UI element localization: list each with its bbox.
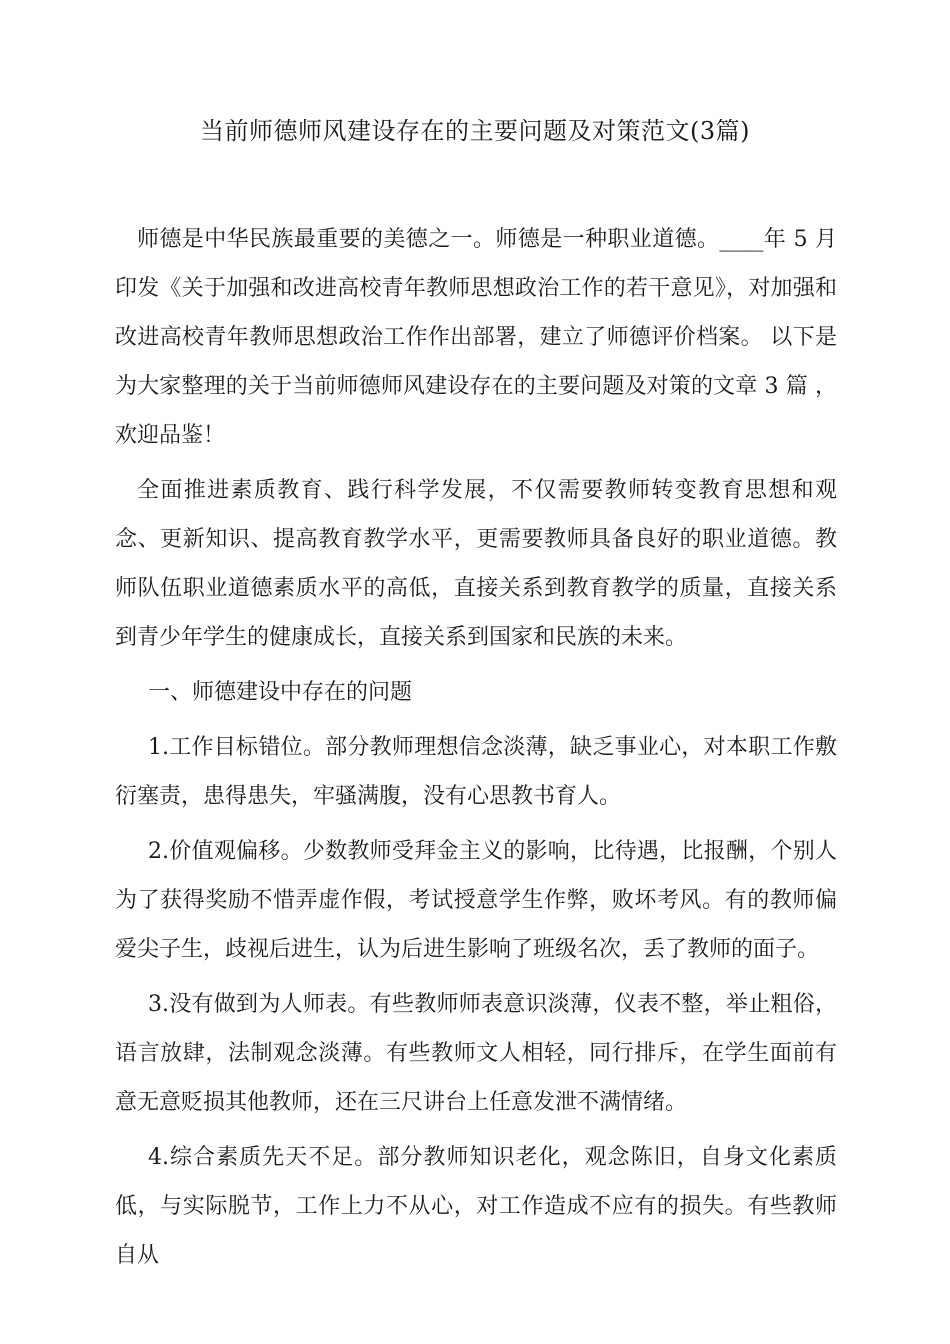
problem-item-2: 2.价值观偏移。少数教师受拜金主义的影响，比待遇，比报酬，个别人为了获得奖励不惜弄虚作假，考试授意学生作弊，败坏考风。有的教师偏爱尖子生，歧视后进生，认为后进生影响了班级名次，丢了教师的面子。: [115, 839, 837, 962]
problem-item-3: 3.没有做到为人师表。有些教师师表意识淡薄，仪表不整，举止粗俗，语言放肆，法制观念淡薄。有些教师文人相轻，同行排斥，在学生面前有意无意贬损其他教师，还在三尺讲台上任意发泄不满情绪。: [115, 992, 837, 1115]
document-body: [115, 215, 837, 1286]
problem-item-4: 4.综合素质先天不足。部分教师知识老化，观念陈旧，自身文化素质低，与实际脱节，工作上力不从心，对工作造成不应有的损失。有些教师自从: [115, 1145, 837, 1268]
section-heading: 一、师德建设中存在的问题: [148, 680, 413, 705]
document-title: 当前师德师风建设存在的主要问题及对策范文(3篇): [200, 117, 750, 145]
problem-item-1: 1.工作目标错位。部分教师理想信念淡薄，缺乏事业心，对本职工作敷衍塞责，患得患失，牢骚满腹，没有心思教书育人。: [115, 735, 837, 809]
background-paragraph: 全面推进素质教育、践行科学发展，不仅需要教师转变教育思想和观念、更新知识、提高教育教学水平，更需要教师具备良好的职业道德。教师队伍职业道德素质水平的高低，直接关系到教育教学的质量，直接关系到青少年学生的健康成长，直接关系到国家和民族的未来。: [115, 478, 837, 650]
intro-paragraph: 师德是中华民族最重要的美德之一。师德是一种职业道德。____年 5 月印发《关于加强和改进高校青年教师思想政治工作的若干意见》，对加强和改进高校青年教师思想政治工作作出部署，建立了师德评价档案。 以下是为大家整理的关于当前师德师风建设存在的主要问题及对策的文章 3 篇 ，欢迎品鉴！: [115, 227, 837, 448]
